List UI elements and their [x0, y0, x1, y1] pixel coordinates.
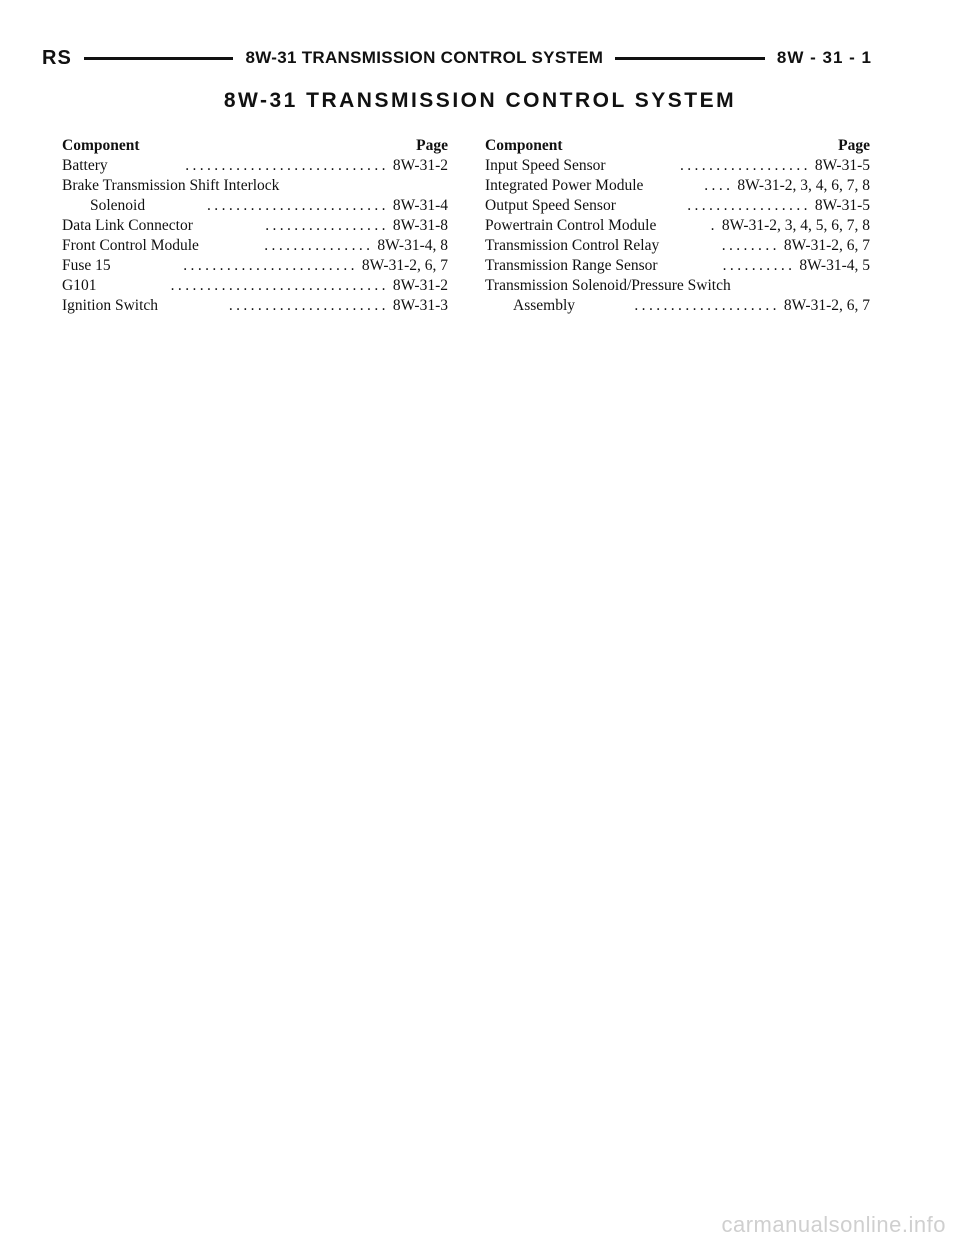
dot-leader: ......................... — [207, 197, 389, 214]
heading-page: Page — [416, 137, 448, 154]
index-entry-powertrain-control-module — [485, 216, 870, 236]
entry-name: Input Speed Sensor — [485, 157, 606, 174]
heading-component: Component — [62, 137, 140, 154]
heading-component: Component — [485, 137, 563, 154]
entry-name: Front Control Module — [62, 237, 199, 254]
entry-page: 8W-31-2, 6, 7 — [783, 237, 870, 254]
column-heading — [485, 136, 870, 156]
entry-name: Transmission Control Relay — [485, 237, 660, 254]
index-entry-fuse-15 — [62, 256, 448, 276]
header-section-code: RS — [42, 46, 72, 69]
index-column-right — [485, 136, 870, 316]
entry-name: Output Speed Sensor — [485, 197, 616, 214]
entry-page: 8W-31-2, 3, 4, 6, 7, 8 — [737, 177, 870, 194]
entry-page: 8W-31-2, 6, 7 — [783, 297, 870, 314]
entry-page: 8W-31-4, 8 — [377, 237, 448, 254]
index-entry-battery — [62, 156, 448, 176]
entry-name: Powertrain Control Module — [485, 217, 657, 234]
dot-leader: ...................... — [228, 297, 389, 314]
page-title: 8W-31 TRANSMISSION CONTROL SYSTEM — [223, 89, 737, 112]
header-page-number: 8W - 31 - 1 — [776, 48, 873, 67]
index-entry-transmission-control-relay — [485, 236, 870, 256]
index-entry-data-link-connector — [62, 216, 448, 236]
index-entry-front-control-module — [62, 236, 448, 256]
index-entry-brake-interlock-line1 — [62, 176, 448, 196]
heading-page: Page — [838, 137, 870, 154]
entry-name: Ignition Switch — [62, 297, 159, 314]
entry-name: Assembly — [513, 297, 575, 314]
entry-name: Transmission Solenoid/Pressure Switch — [485, 277, 731, 294]
header-chapter-title: 8W-31 TRANSMISSION CONTROL SYSTEM — [245, 48, 604, 67]
index-entry-brake-interlock-line2 — [62, 196, 448, 216]
entry-page: 8W-31-5 — [814, 157, 870, 174]
entry-name: G101 — [62, 277, 97, 294]
index-entry-solenoid-pressure-switch-line1 — [485, 276, 870, 296]
dot-leader: . — [710, 217, 718, 234]
entry-name: Brake Transmission Shift Interlock — [62, 177, 280, 194]
entry-page: 8W-31-8 — [392, 217, 448, 234]
dot-leader: ............................ — [185, 157, 389, 174]
index-column-left — [62, 136, 448, 316]
index-entry-g101 — [62, 276, 448, 296]
header-rule-right — [615, 57, 765, 60]
index-entry-transmission-range-sensor — [485, 256, 870, 276]
column-heading — [62, 136, 448, 156]
dot-leader: .................. — [679, 157, 811, 174]
dot-leader: .......... — [722, 257, 796, 274]
entry-page: 8W-31-2 — [392, 157, 448, 174]
entry-name: Battery — [62, 157, 108, 174]
index-entry-solenoid-pressure-switch-line2 — [485, 296, 870, 316]
dot-leader: ................. — [265, 217, 389, 234]
page-header — [42, 46, 872, 70]
dot-leader: .............................. — [170, 277, 389, 294]
entry-page: 8W-31-4, 5 — [799, 257, 870, 274]
dot-leader: ................. — [687, 197, 811, 214]
entry-name: Fuse 15 — [62, 257, 111, 274]
watermark-text: carmanualsonline.info — [721, 1212, 946, 1237]
dot-leader: ........................ — [183, 257, 358, 274]
entry-name: Transmission Range Sensor — [485, 257, 658, 274]
entry-name: Solenoid — [90, 197, 146, 214]
dot-leader: .................... — [634, 297, 780, 314]
entry-page: 8W-31-5 — [814, 197, 870, 214]
entry-page: 8W-31-2, 6, 7 — [361, 257, 448, 274]
index-entry-ignition-switch — [62, 296, 448, 316]
dot-leader: ............... — [264, 237, 374, 254]
entry-name: Data Link Connector — [62, 217, 193, 234]
index-entry-integrated-power-module — [485, 176, 870, 196]
index-entry-input-speed-sensor — [485, 156, 870, 176]
entry-page: 8W-31-3 — [392, 297, 448, 314]
entry-page: 8W-31-2 — [392, 277, 448, 294]
index-entry-output-speed-sensor — [485, 196, 870, 216]
header-rule-left — [84, 57, 234, 60]
entry-name: Integrated Power Module — [485, 177, 644, 194]
dot-leader: .... — [704, 177, 734, 194]
entry-page: 8W-31-4 — [392, 197, 448, 214]
entry-page: 8W-31-2, 3, 4, 5, 6, 7, 8 — [721, 217, 870, 234]
dot-leader: ........ — [721, 237, 780, 254]
